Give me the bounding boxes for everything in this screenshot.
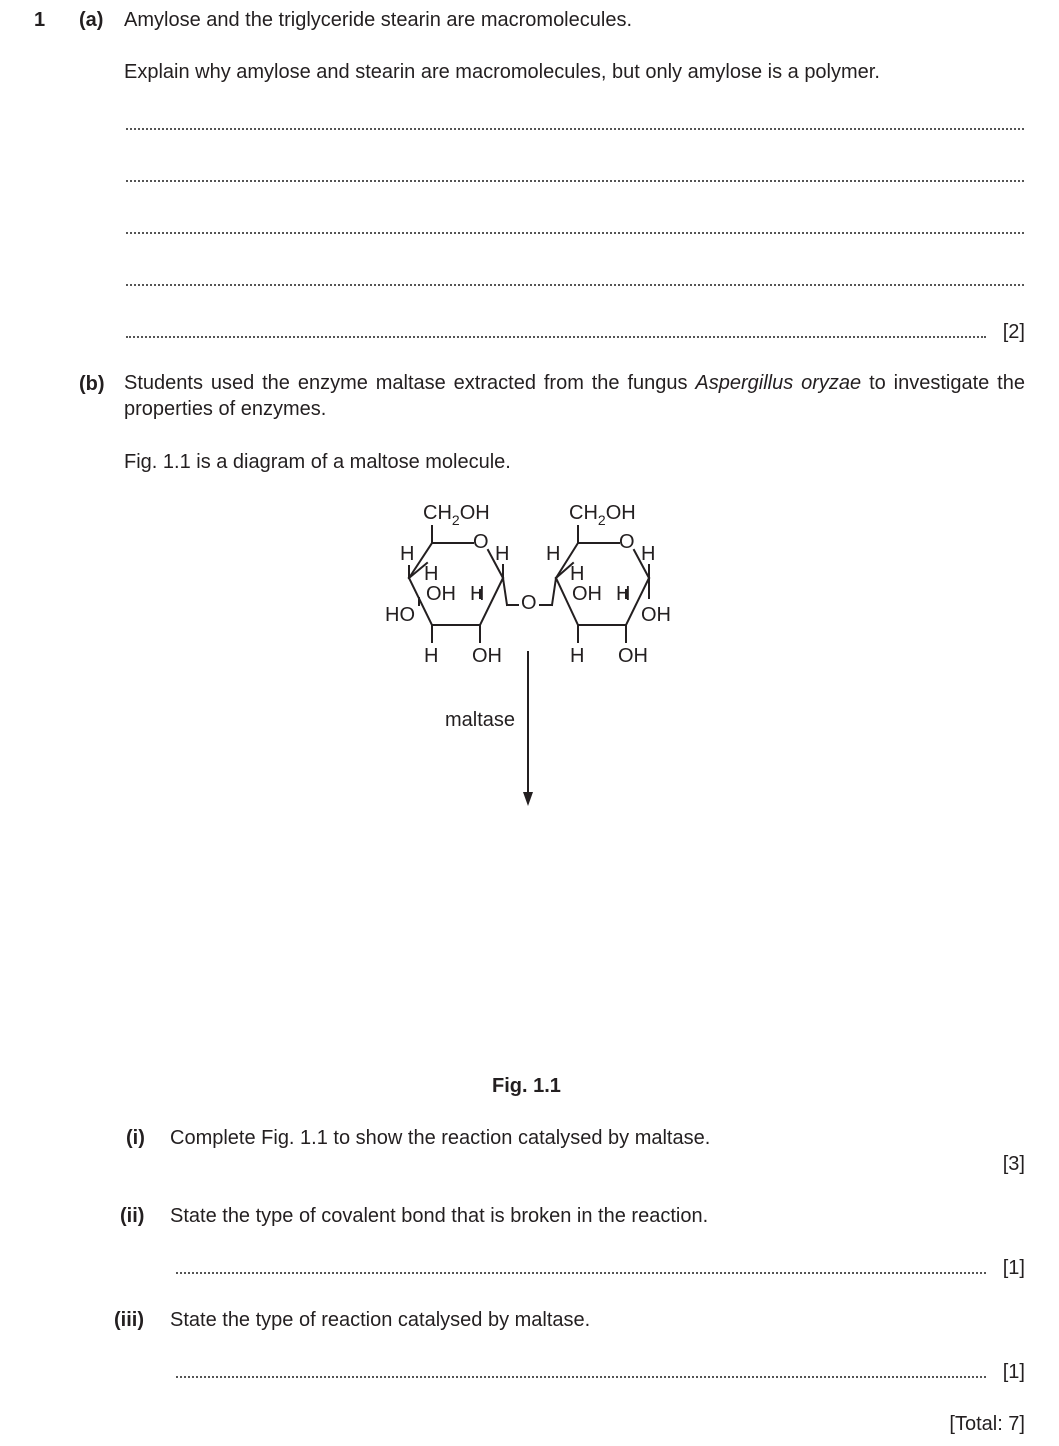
h-label: H	[424, 563, 439, 585]
sub-i-text: Complete Fig. 1.1 to show the reaction catalysed by maltase.	[170, 1127, 711, 1149]
part-a-prompt: Explain why amylose and stearin are macromolecules, but only amylose is a polymer.	[124, 61, 880, 83]
answer-line-a-4[interactable]	[126, 284, 1024, 286]
sub-iii-text: State the type of reaction catalysed by maltase.	[170, 1309, 591, 1331]
h-label: H	[495, 543, 510, 565]
sub-iii-marks: [1]	[1002, 1361, 1025, 1383]
ring-oxygen-right: O	[619, 531, 635, 553]
reaction-arrowhead	[523, 792, 533, 806]
h-label: H	[641, 543, 656, 565]
ring-oxygen-left: O	[473, 531, 489, 553]
figure-intro: Fig. 1.1 is a diagram of a maltose molecule.	[124, 451, 511, 473]
sub-i-marks: [3]	[1002, 1153, 1025, 1175]
sub-i-label: (i)	[126, 1127, 145, 1149]
part-b-label: (b)	[79, 373, 105, 395]
sub-ii-marks: [1]	[1002, 1257, 1025, 1279]
part-a-label: (a)	[79, 9, 104, 31]
figure-caption: Fig. 1.1	[492, 1075, 561, 1097]
h-label: H	[424, 645, 439, 667]
ho-label: HO	[385, 604, 415, 626]
h-label: H	[546, 543, 561, 565]
answer-line-iii[interactable]	[176, 1376, 986, 1378]
h-label: H	[470, 583, 485, 605]
part-b-intro-before: Students used the enzyme maltase extracted from the fungus	[124, 372, 696, 394]
h-label: H	[400, 543, 415, 565]
h-label: H	[570, 563, 585, 585]
part-b-intro-after: to investigate the properties of enzymes.	[124, 372, 1025, 420]
part-a-statement: Amylose and the triglyceride stearin are macromolecules.	[124, 9, 632, 31]
part-b-intro	[124, 370, 1025, 422]
ch2oh-label-left: $CH_2OH$	[423, 502, 490, 528]
maltose-diagram	[0, 480, 1059, 1300]
oh-label: OH	[572, 583, 602, 605]
total-marks: [Total: 7]	[949, 1413, 1025, 1435]
answer-line-a-5[interactable]	[126, 336, 986, 338]
oh-label: OH	[641, 604, 671, 626]
bridge-oxygen: O	[521, 592, 537, 614]
question-number: 1	[34, 9, 46, 31]
answer-line-a-2[interactable]	[126, 180, 1024, 182]
part-a-marks: [2]	[1002, 321, 1025, 343]
sub-iii-label: (iii)	[114, 1309, 144, 1331]
h-label: H	[616, 583, 631, 605]
oh-label: OH	[472, 645, 502, 667]
enzyme-label: maltase	[445, 709, 516, 731]
oh-label: OH	[426, 583, 456, 605]
answer-line-a-1[interactable]	[126, 128, 1024, 130]
answer-line-ii[interactable]	[176, 1272, 986, 1274]
species-name: Aspergillus oryzae	[695, 372, 862, 394]
oh-label: OH	[618, 645, 648, 667]
sub-ii-label: (ii)	[120, 1205, 145, 1227]
sub-ii-text: State the type of covalent bond that is broken in the reaction.	[170, 1205, 709, 1227]
ch2oh-label-right: $CH_2OH$	[569, 502, 636, 528]
h-label: H	[570, 645, 585, 667]
answer-line-a-3[interactable]	[126, 232, 1024, 234]
